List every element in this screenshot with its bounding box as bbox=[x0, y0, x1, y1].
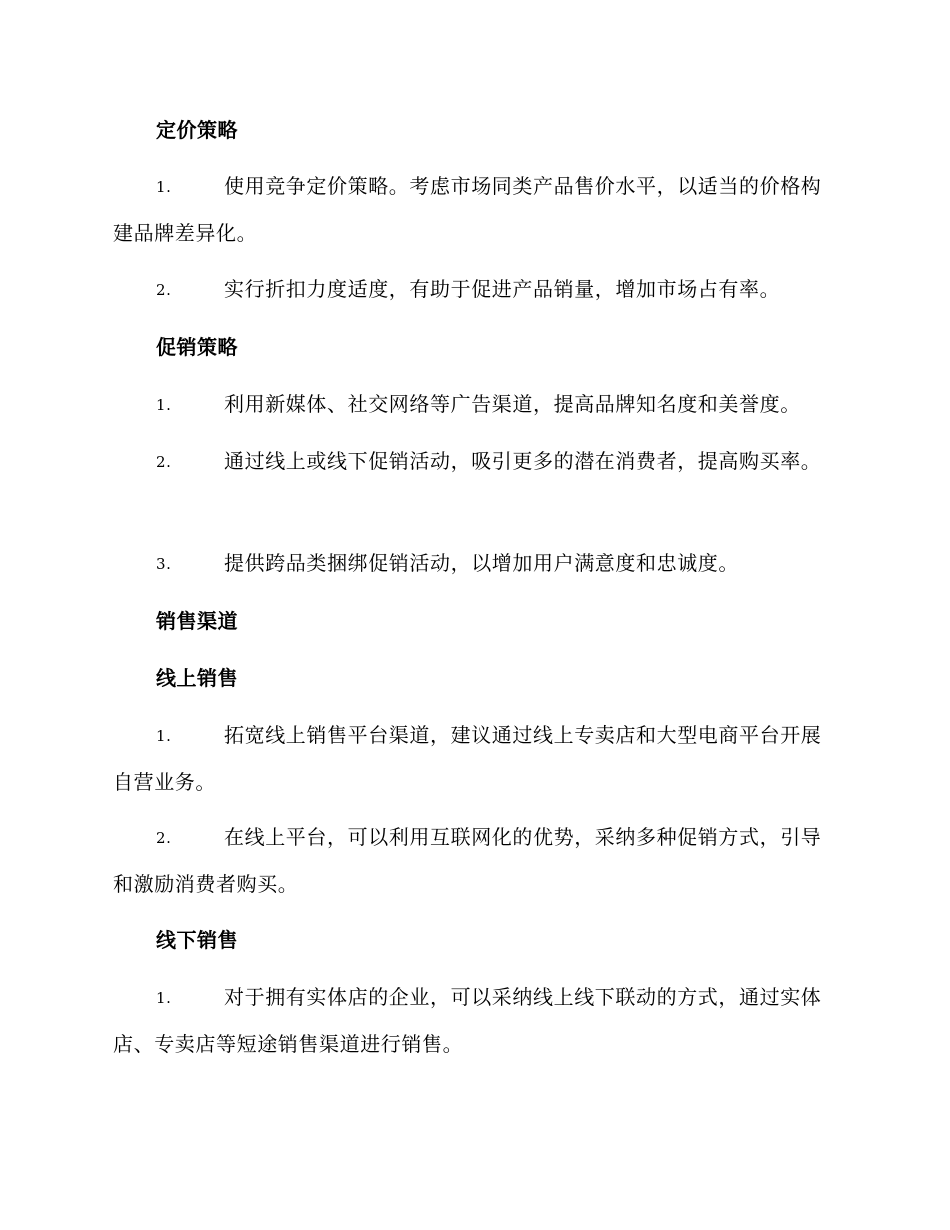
list-number: 2. bbox=[156, 829, 172, 847]
list-number: 3. bbox=[156, 555, 172, 573]
list-number: 1. bbox=[156, 178, 172, 196]
list-number: 2. bbox=[156, 453, 172, 471]
list-item-text: 使用竞争定价策略。考虑市场同类产品售价水平，以适当的价格构建品牌差异化。 bbox=[113, 174, 822, 245]
section-heading-offline: 线下销售 bbox=[156, 928, 238, 952]
list-item bbox=[113, 814, 835, 907]
list-item-text: 利用新媒体、社交网络等广告渠道，提高品牌知名度和美誉度。 bbox=[224, 392, 801, 416]
list-number: 1. bbox=[156, 989, 172, 1007]
list-item bbox=[113, 381, 835, 428]
list-item-text: 拓宽线上销售平台渠道，建议通过线上专卖店和大型电商平台开展自营业务。 bbox=[113, 723, 822, 794]
section-heading-pricing: 定价策略 bbox=[156, 118, 238, 142]
list-item-text: 提供跨品类捆绑促销活动，以增加用户满意度和忠诚度。 bbox=[224, 551, 739, 575]
section-heading-promotion: 促销策略 bbox=[156, 335, 238, 359]
list-number: 1. bbox=[156, 396, 172, 414]
list-item bbox=[113, 974, 835, 1067]
list-number: 2. bbox=[156, 281, 172, 299]
list-item-text: 通过线上或线下促销活动，吸引更多的潜在消费者，提高购买率。 bbox=[224, 449, 822, 473]
list-item bbox=[113, 438, 835, 485]
section-heading-channels: 销售渠道 bbox=[156, 609, 238, 633]
list-item bbox=[113, 712, 835, 805]
list-item bbox=[113, 163, 835, 256]
list-item bbox=[113, 266, 835, 313]
list-item-text: 在线上平台，可以利用互联网化的优势，采纳多种促销方式，引导和激励消费者购买。 bbox=[113, 825, 822, 896]
list-item bbox=[113, 540, 835, 587]
list-number: 1. bbox=[156, 727, 172, 745]
list-item-text: 实行折扣力度适度，有助于促进产品销量，增加市场占有率。 bbox=[224, 277, 781, 301]
list-item-text: 对于拥有实体店的企业，可以采纳线上线下联动的方式，通过实体店、专卖店等短途销售渠道进行销售。 bbox=[113, 985, 822, 1056]
section-heading-online: 线上销售 bbox=[156, 666, 238, 690]
